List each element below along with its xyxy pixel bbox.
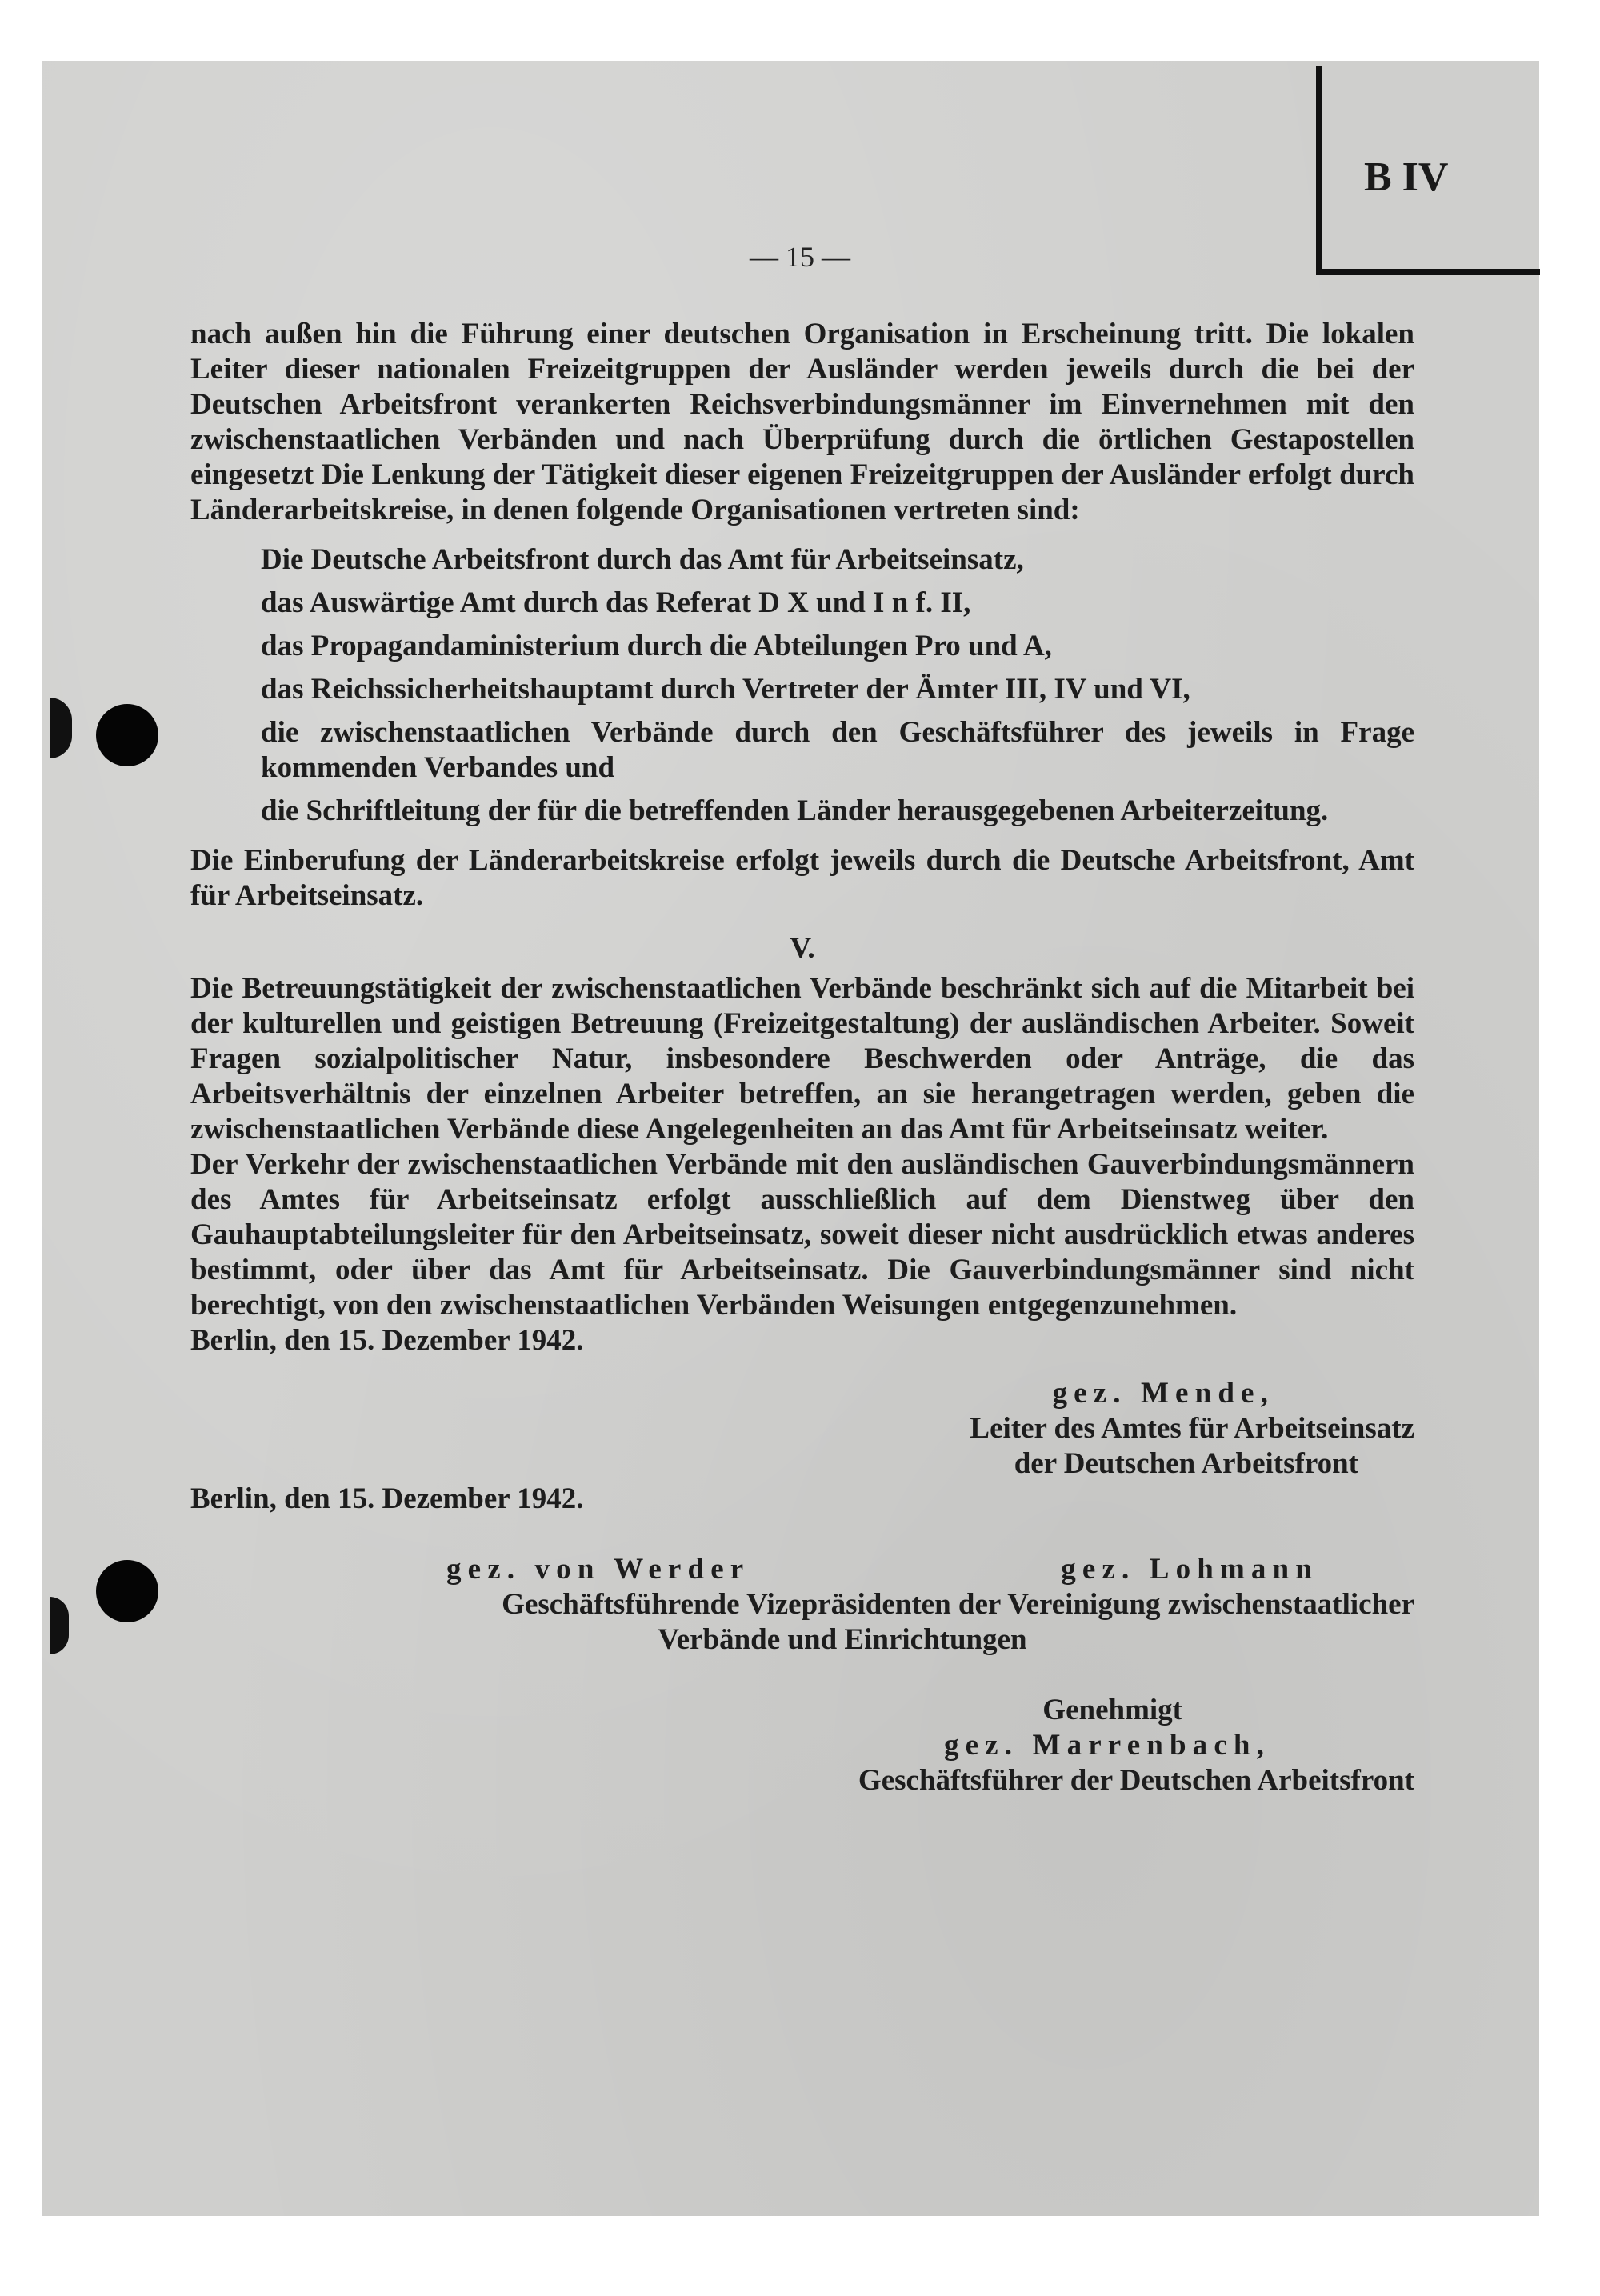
- punch-hole-top: [96, 704, 158, 766]
- document-body: [190, 317, 1414, 1798]
- section-paragraph-1: Die Betreuungstätigkeit der zwischenstaatlichen Verbände beschränkt sich auf die Mitarbeit bei der kulturellen und geistigen Betreuung (Freizeitgestaltung) der ausländischen Arbeiter. Soweit Fragen sozialpolitischer Natur, insbesondere Beschwerden oder Anträge, die das Arbeitsverhältnis der einzelnen Arbeiter betreffen, an sie herangetragen werden, geben die zwischenstaatlichen Verbände diese Angelegenheiten an das Amt für Arbeitseinsatz weiter.: [190, 972, 1414, 1146]
- joint-title-line-2: Verbände und Einrichtungen: [658, 1623, 1027, 1656]
- list-item: das Auswärtige Amt durch das Referat D X und I n f. II,: [261, 586, 971, 619]
- marrenbach-title: Geschäftsführer der Deutschen Arbeitsfront: [858, 1764, 1414, 1797]
- list-item: die Schriftleitung der für die betreffenden Länder herausgegebenen Arbeiterzeitung.: [261, 794, 1329, 827]
- joint-signature-names: [190, 1552, 1414, 1587]
- organisation-list: [261, 542, 1414, 829]
- section-tab-label: B IV: [1364, 154, 1449, 200]
- marrenbach-name: gez. Marrenbach,: [943, 1729, 1270, 1762]
- list-item: Die Deutsche Arbeitsfront durch das Amt für Arbeitseinsatz,: [261, 543, 1024, 576]
- approved-label: Genehmigt: [1042, 1694, 1182, 1726]
- mende-name: gez. Mende,: [1052, 1377, 1274, 1410]
- werder-name: gez. von Werder: [446, 1553, 750, 1586]
- joint-signature-block: [190, 1552, 1414, 1658]
- list-item: die zwischenstaatlichen Verbände durch den Geschäftsführer des jeweils in Frage kommenden Verbandes und: [261, 716, 1414, 784]
- joint-title-line-1: Geschäftsführende Vizepräsidenten der Vereinigung zwischenstaatlicher: [502, 1588, 1414, 1621]
- signature-date-1: Berlin, den 15. Dezember 1942.: [190, 1324, 584, 1357]
- mende-title-line-1: Leiter des Amtes für Arbeitseinsatz: [970, 1412, 1414, 1445]
- list-item: das Reichssicherheitshauptamt durch Vertreter der Ämter III, IV und VI,: [261, 673, 1190, 706]
- list-item: das Propagandaministerium durch die Abteilungen Pro und A,: [261, 630, 1052, 662]
- punch-hole-bottom: [96, 1560, 158, 1622]
- signature-date-2: Berlin, den 15. Dezember 1942.: [190, 1482, 584, 1515]
- lohmann-name: gez. Lohmann: [1061, 1553, 1318, 1586]
- approval-block: [190, 1693, 1414, 1798]
- convening-paragraph: Die Einberufung der Länderarbeitskreise erfolgt jeweils durch die Deutsche Arbeitsfront, Amt für Arbeitseinsatz.: [190, 844, 1414, 912]
- mende-title-line-2: der Deutschen Arbeitsfront: [1014, 1447, 1358, 1480]
- page-number: — 15 —: [750, 241, 850, 273]
- mende-signature-block: [190, 1376, 1414, 1482]
- intro-paragraph: nach außen hin die Führung einer deutschen Organisation in Erscheinung tritt. Die lokalen Leiter dieser nationalen Freizeitgruppen der Ausländer werden jeweils durch die bei der Deutschen Arbeitsfront verankerten Reichsverbindungsmänner im Einvernehmen mit den zwischenstaatlichen Verbänden und nach Überprüfung durch die örtlichen Gestapostellen eingesetzt Die Lenkung der Tätigkeit dieser eigenen Freizeitgruppen der Ausländer erfolgt durch Länderarbeitskreise, in denen folgende Organisationen vertreten sind:: [190, 318, 1414, 526]
- section-heading: V.: [790, 932, 815, 965]
- section-paragraph-2: Der Verkehr der zwischenstaatlichen Verbände mit den ausländischen Gauverbindungsmännern des Amtes für Arbeitseinsatz erfolgt ausschließlich auf dem Dienstweg über den Gauhauptabteilungsleiter für den Arbeitseinsatz, soweit dieser nicht ausdrücklich etwas anderes bestimmt, oder über das Amt für Arbeitseinsatz. Die Gauverbindungsmänner sind nicht berechtigt, von den zwischenstaatlichen Verbänden Weisungen entgegenzunehmen.: [190, 1148, 1414, 1322]
